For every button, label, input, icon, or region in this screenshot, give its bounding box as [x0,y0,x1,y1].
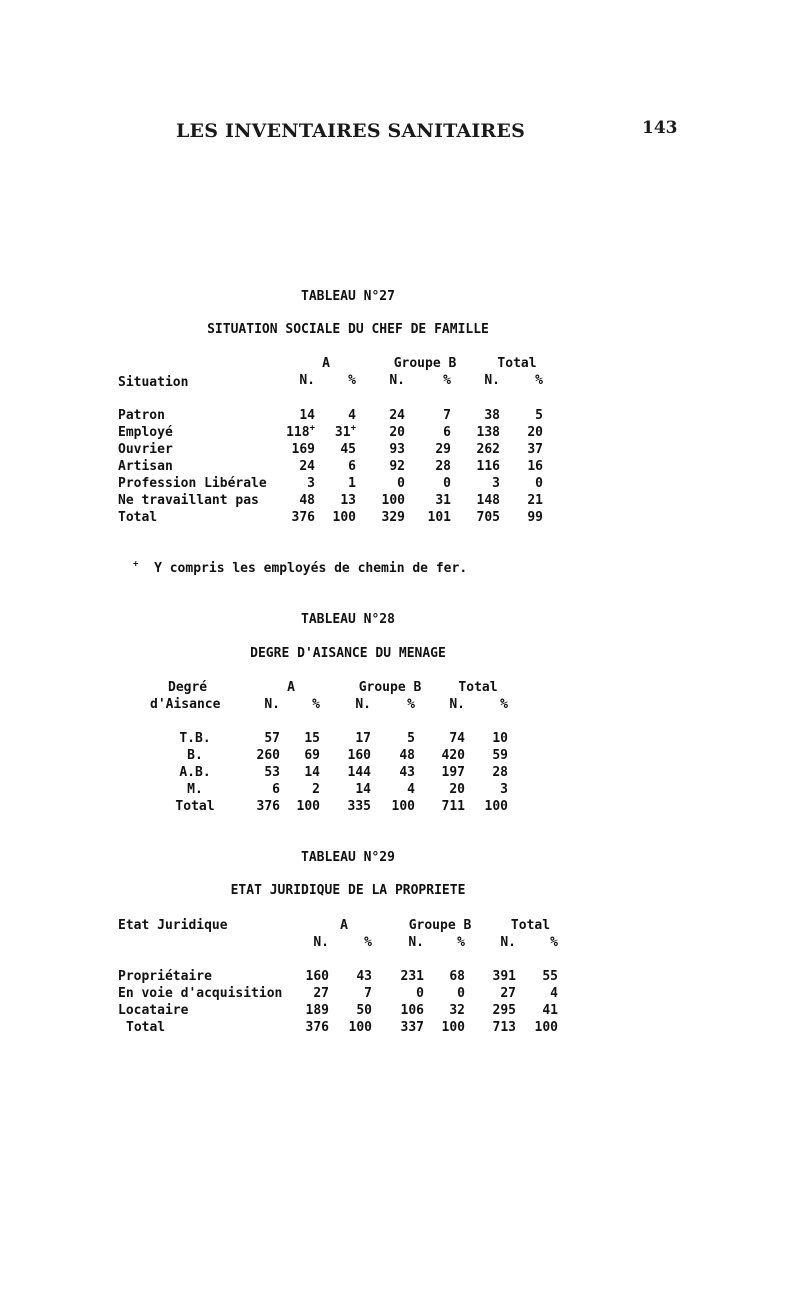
value-cell: 10 [492,731,508,746]
value-cell: 43 [399,765,415,780]
row-header: Etat Juridique [118,918,228,933]
value-cell: 420 [441,748,465,763]
row-header: Situation [118,375,189,390]
value-cell: 100 [381,493,405,508]
sub-header-pct: % [457,935,465,950]
value-cell: 55 [542,969,558,984]
value-cell: 20 [527,425,543,440]
page-number: 143 [642,118,678,138]
row-label: M. [187,782,203,797]
row-label: Patron [118,408,165,423]
footnote-marker: + [133,559,139,570]
value-cell: 24 [389,408,405,423]
sub-header-n: N. [484,373,500,388]
group-header-a: A [340,918,348,933]
sub-header-pct: % [312,697,320,712]
value-cell: 100 [484,799,508,814]
value-cell: 3 [492,476,500,491]
group-header-a: A [287,680,295,695]
sub-header-n: N. [355,697,371,712]
group-header-total: Total [497,356,537,371]
value-cell: 376 [256,799,280,814]
value-cell: 5 [407,731,415,746]
value-cell: 0 [443,476,451,491]
sub-header-pct: % [443,373,451,388]
value-cell: 713 [492,1020,516,1035]
value-cell: 260 [256,748,280,763]
value-text: 31 [334,425,351,440]
value-cell: 100 [296,799,320,814]
value-cell: 7 [443,408,451,423]
group-header-b: Groupe B [393,356,457,371]
value-cell: 59 [492,748,508,763]
value-cell: 4 [550,986,558,1001]
row-label: Locataire [118,1003,189,1018]
value-cell: 100 [332,510,356,525]
group-header-b: Groupe B [408,918,472,933]
value-cell: 148 [476,493,500,508]
row-label: Total [126,1020,166,1035]
sub-header-n: N. [449,697,465,712]
value-cell: 37 [527,442,543,457]
value-cell: 48 [299,493,315,508]
value-cell: 41 [542,1003,558,1018]
value-cell: 100 [441,1020,465,1035]
value-cell: 17 [355,731,371,746]
row-header-line-1: Degré [168,680,208,695]
group-header-total: Total [458,680,498,695]
value-cell: 144 [347,765,371,780]
value-cell: 0 [535,476,543,491]
value-cell: 100 [348,1020,372,1035]
row-label: T.B. [179,731,211,746]
group-header-total: Total [510,918,551,933]
value-cell: 335 [347,799,371,814]
value-cell: 27 [313,986,329,1001]
sub-header-pct: % [348,373,356,388]
value-cell: 4 [348,408,356,423]
value-cell: 705 [476,510,500,525]
value-cell: 57 [264,731,280,746]
footnote-text: Y compris les employés de chemin de fer. [154,561,468,576]
row-label: Ouvrier [118,442,173,457]
value-cell: 100 [391,799,415,814]
row-label: Profession Libérale [118,476,267,491]
value-cell: 3 [307,476,315,491]
value-cell: 0 [416,986,424,1001]
value-cell: 3 [500,782,508,797]
value-cell: 0 [397,476,405,491]
table-29-title: ETAT JURIDIQUE DE LA PROPRIETE [230,883,466,898]
sub-header-pct: % [550,935,558,950]
value-cell: 27 [500,986,516,1001]
value-cell: 15 [304,731,320,746]
sub-header-pct: % [500,697,508,712]
value-cell: 32 [449,1003,465,1018]
value-cell: 4 [407,782,415,797]
table-27-footnote [133,561,467,576]
value-cell: 101 [427,510,451,525]
value-cell: 376 [305,1020,329,1035]
value-cell: 14 [304,765,320,780]
sub-header-n: N. [500,935,516,950]
row-label: Artisan [118,459,173,474]
value-cell: 376 [291,510,315,525]
value-cell: 50 [356,1003,372,1018]
row-header-line-2: d'Aisance [150,697,221,712]
row-label: A.B. [179,765,211,780]
table-28-title: DEGRE D'AISANCE DU MENAGE [250,646,446,661]
table-28-number: TABLEAU N°28 [301,612,395,627]
value-cell: 116 [476,459,500,474]
row-label: Propriétaire [118,969,212,984]
value-cell: 28 [492,765,508,780]
value-cell: 231 [400,969,424,984]
sub-header-n: N. [313,935,329,950]
value-cell: 197 [441,765,465,780]
value-cell: 6 [272,782,280,797]
value-cell: 5 [535,408,543,423]
value-cell: 6 [348,459,356,474]
value-cell: 16 [527,459,543,474]
value-cell: 329 [381,510,405,525]
value-cell: 43 [356,969,372,984]
value-cell: 29 [435,442,451,457]
table-27-number: TABLEAU N°27 [301,289,395,304]
value-cell: 711 [441,799,465,814]
value-cell: 6 [443,425,451,440]
value-cell: 74 [449,731,465,746]
sub-header-n: N. [264,697,280,712]
sub-header-n: N. [299,373,315,388]
value-cell: 68 [449,969,465,984]
value-cell: 391 [492,969,516,984]
value-cell: 20 [449,782,465,797]
value-cell: 31 [435,493,451,508]
value-cell: 13 [340,493,356,508]
row-label: Total [175,799,215,814]
value-cell: 45 [340,442,356,457]
value-cell: 69 [304,748,320,763]
row-label: Ne travaillant pas [118,493,259,508]
value-cell: 93 [389,442,405,457]
value-cell: 14 [299,408,315,423]
value-cell: 14 [355,782,371,797]
value-cell: 0 [457,986,465,1001]
row-label: Total [118,510,158,525]
value-cell: 53 [264,765,280,780]
value-cell: 138 [476,425,500,440]
value-cell: 1 [348,476,356,491]
value-cell: 99 [527,510,543,525]
sub-header-pct: % [364,935,372,950]
table-27-title: SITUATION SOCIALE DU CHEF DE FAMILLE [207,322,489,337]
value-text: 118 [286,425,310,440]
row-label: Employé [118,425,173,440]
value-cell: 48 [399,748,415,763]
sub-header-n: N. [389,373,405,388]
running-header: LES INVENTAIRES SANITAIRES [176,120,525,142]
value-cell: 169 [291,442,315,457]
value-cell: 337 [400,1020,424,1035]
row-label: B. [187,748,203,763]
footnote-marker: + [350,423,356,434]
value-cell: 295 [492,1003,516,1018]
value-cell: 92 [389,459,405,474]
value-cell: 28 [435,459,451,474]
value-cell: 20 [389,425,405,440]
value-cell-with-marker [309,425,356,440]
sub-header-pct: % [535,373,543,388]
table-29-number: TABLEAU N°29 [301,850,395,865]
value-cell: 7 [364,986,372,1001]
footnote-marker: + [309,423,315,434]
value-cell: 24 [299,459,315,474]
value-cell: 38 [484,408,500,423]
row-label: En voie d'acquisition [118,986,283,1001]
sub-header-pct: % [407,697,415,712]
sub-header-n: N. [408,935,424,950]
value-cell: 262 [476,442,500,457]
value-cell: 189 [305,1003,329,1018]
value-cell: 100 [534,1020,558,1035]
value-cell: 2 [312,782,320,797]
value-cell: 160 [347,748,371,763]
group-header-b: Groupe B [358,680,422,695]
value-cell: 21 [527,493,543,508]
value-cell: 160 [305,969,329,984]
group-header-a: A [322,356,330,371]
value-cell: 106 [400,1003,424,1018]
